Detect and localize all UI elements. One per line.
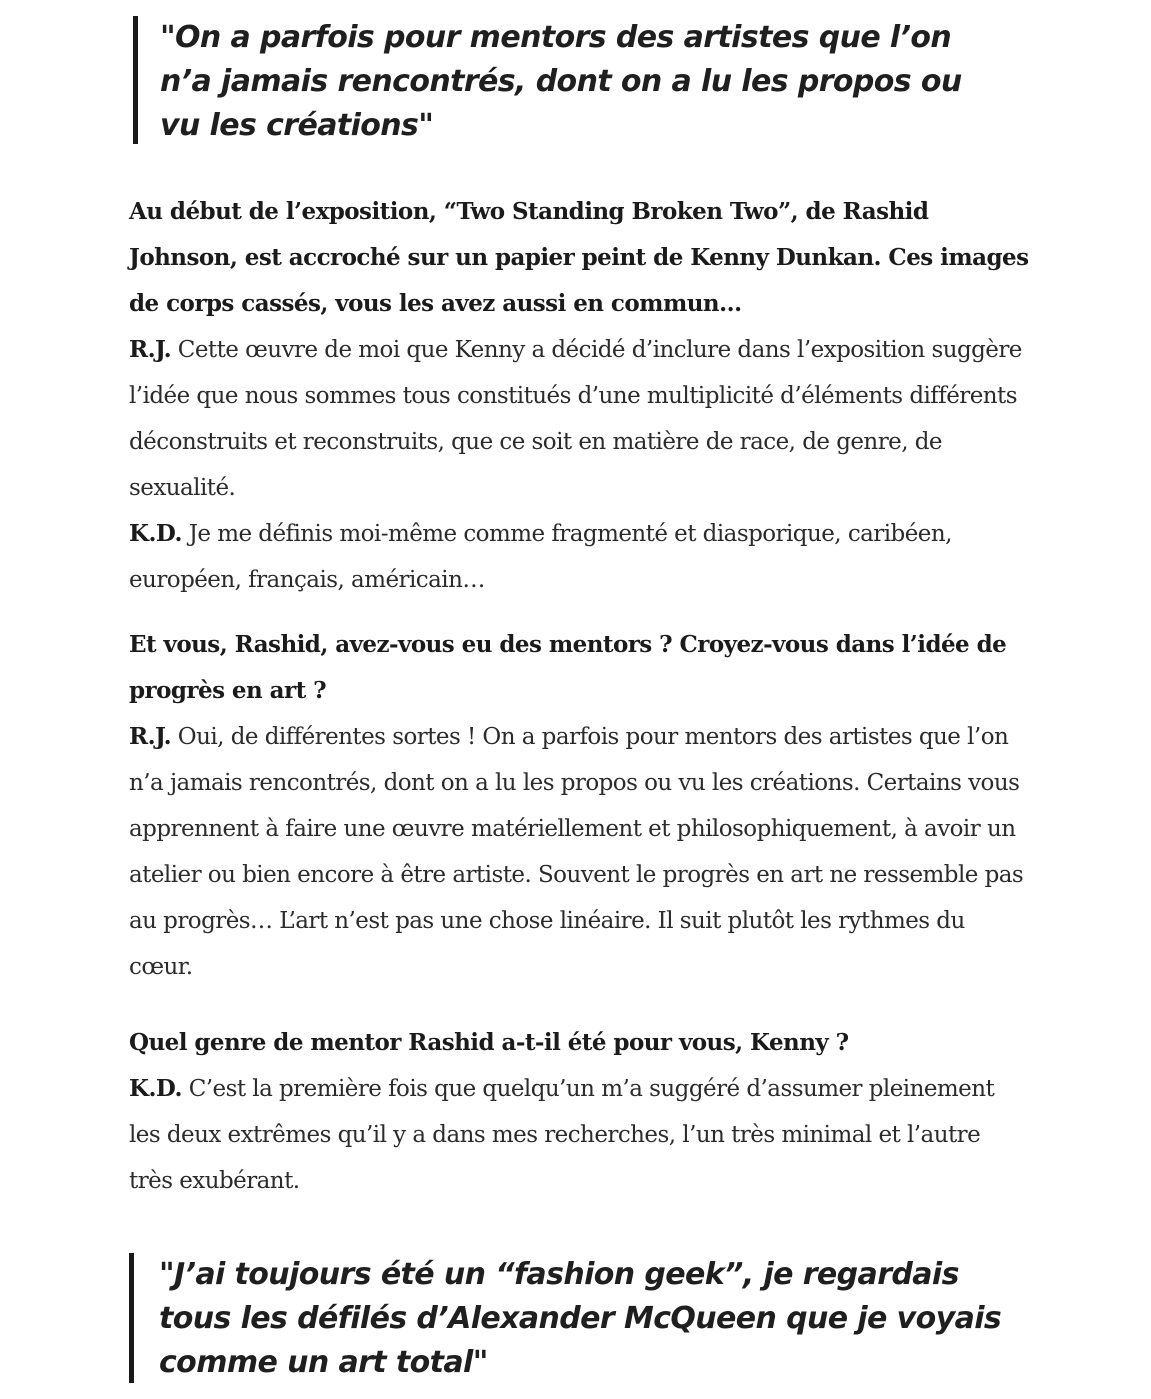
interview-answer (129, 1066, 1029, 1204)
interview-answer (129, 327, 1029, 511)
interview-question: Quel genre de mentor Rashid a-t-il été pour vous, Kenny ? (129, 1029, 849, 1056)
interview-section-1 (129, 189, 1029, 603)
answer-text: Cette œuvre de moi que Kenny a décidé d’inclure dans l’exposition suggère l’idée que nous sommes tous constitués d’une multiplicité d’éléments différents déconstruits et reconstruits, que ce soit en matière de race, de genre, de sexualité. (129, 337, 1022, 501)
speaker-initials: K.D. (129, 520, 182, 547)
pull-quote-top: "On a parfois pour mentors des artistes que l’on n’a jamais rencontrés, dont on a lu les propos ou vu les créations" (133, 16, 980, 144)
interview-answer (129, 714, 1029, 990)
interview-section-3 (129, 1020, 1029, 1204)
interview-section-2 (129, 622, 1029, 990)
speaker-initials: R.J. (129, 336, 172, 363)
speaker-initials: R.J. (129, 723, 172, 750)
answer-text: Je me définis moi-même comme fragmenté et diasporique, caribéen, européen, français, américain… (129, 521, 952, 593)
interview-answer (129, 511, 1029, 603)
answer-text: Oui, de différentes sortes ! On a parfois pour mentors des artistes que l’on n’a jamais rencontrés, dont on a lu les propos ou vu les créations. Certains vous apprennent à faire une œuvre matériellement et philosophiquement, à avoir un atelier ou bien encore à être artiste. Souvent le progrès en art ne ressemble pas au progrès… L’art n’est pas une chose linéaire. Il suit plutôt les rythmes du cœur. (129, 724, 1024, 980)
interview-question: Et vous, Rashid, avez-vous eu des mentors ? Croyez-vous dans l’idée de progrès en art ? (129, 631, 1007, 704)
pull-quote-bottom: "J’ai toujours été un “fashion geek”, je regardais tous les défilés d’Alexander McQueen que je voyais comme un art total" (129, 1253, 1039, 1383)
answer-text: C’est la première fois que quelqu’un m’a suggéré d’assumer pleinement les deux extrêmes qu’il y a dans mes recherches, l’un très minimal et l’autre très exubérant. (129, 1076, 995, 1194)
interview-question: Au début de l’exposition, “Two Standing Broken Two”, de Rashid Johnson, est accroché sur un papier peint de Kenny Dunkan. Ces images de corps cassés, vous les avez aussi en commun… (129, 198, 1029, 317)
speaker-initials: K.D. (129, 1075, 182, 1102)
